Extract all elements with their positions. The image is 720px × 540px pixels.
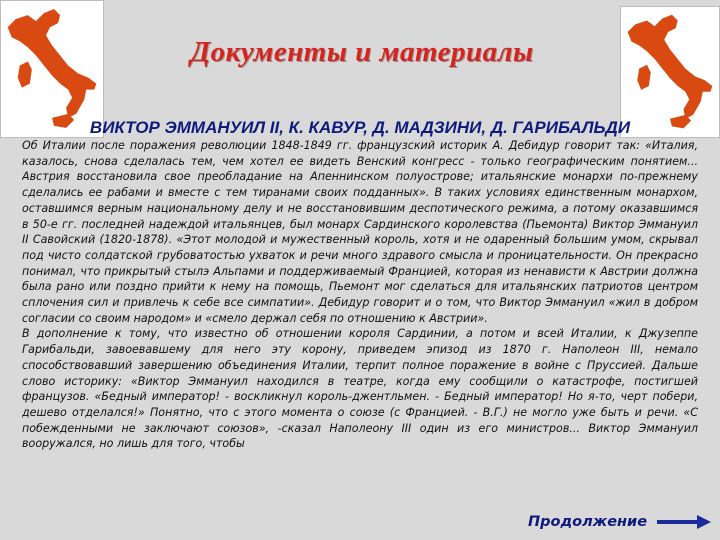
italy-map-icon: [1, 1, 103, 137]
paragraph: Об Италии после поражения революции 1848-1849 гг. французский историк А. Дебидур говорит так: «Италия, казалось, снова сделалась тем, чем хотел ее видеть Венский конгресс - только географическим понятием... Австрия восстановила свое преобладание на Апеннинском полуострове; итальянские монархи по-прежнему сделались ее рабами и вместе с тем тиранами своих подданных». В таких условиях единственным монархом, оставшимся верным национальному делу и не восстановившим деспотического режима, а потому оказавшимся в 50-е гг. последней надеждой итальянцев, был монарх Сардинского королевства (Пьемонта) Виктор Эммануил II Савойский (1820-1878). «Этот молодой и мужественный король, хотя и не одаренный большим умом, скрывал под чисто солдатской грубоватостью ухваток и речи много здравого смысла и проницательности. Он прекрасно понимал, что прикрытый стылэ Альпами и поддерживаемый Францией, которая из ненависти к Австрии должна была рано или поздно прийти к нему на помощь, Пьемонт мог сделаться для итальянских патриотов центром сплочения сил и привлечь к себе все симпатии». Дебидур говорит и о том, что Виктор Эммануил «жил в добром согласии со своим народом» и «смело держал себя по отношению к Австрии».: [22, 139, 698, 325]
page-subtitle: ВИКТОР ЭММАНУИЛ II, К. КАВУР, Д. МАДЗИНИ, Д. ГАРИБАЛЬДИ: [89, 118, 631, 137]
arrow-right-icon: [657, 515, 711, 529]
continue-label: Продолжение: [528, 514, 648, 530]
continue-button[interactable]: [528, 514, 711, 530]
document-body: [22, 138, 698, 510]
page-title: Документы и материалы: [190, 36, 534, 68]
paragraph: В дополнение к тому, что известно об отношении короля Сардинии, а потом и всей Италии, к Джузеппе Гарибальди, завоевавшему для него эту корону, приведем эпизод из 1870 г. Наполеон III, немало способствовавший завершению объединения Италии, терпит полное поражение в войне с Пруссией. Дальше слово историку: «Виктор Эммануил находился в театре, когда ему сообщили о катастрофе, постигшей французов. «Бедный император! - воскликнул король-джентльмен. - Бедный император! Но я-то, черт побери, дешево отделался!» Понятно, что с этого момента о союзе (с Францией. - В.Г.) не могло уже быть и речи. «С побежденными не заключают союзов», -сказал Наполеону III один из его министров... Виктор Эммануил вооружался, но лишь для того, чтобы: [22, 327, 698, 451]
